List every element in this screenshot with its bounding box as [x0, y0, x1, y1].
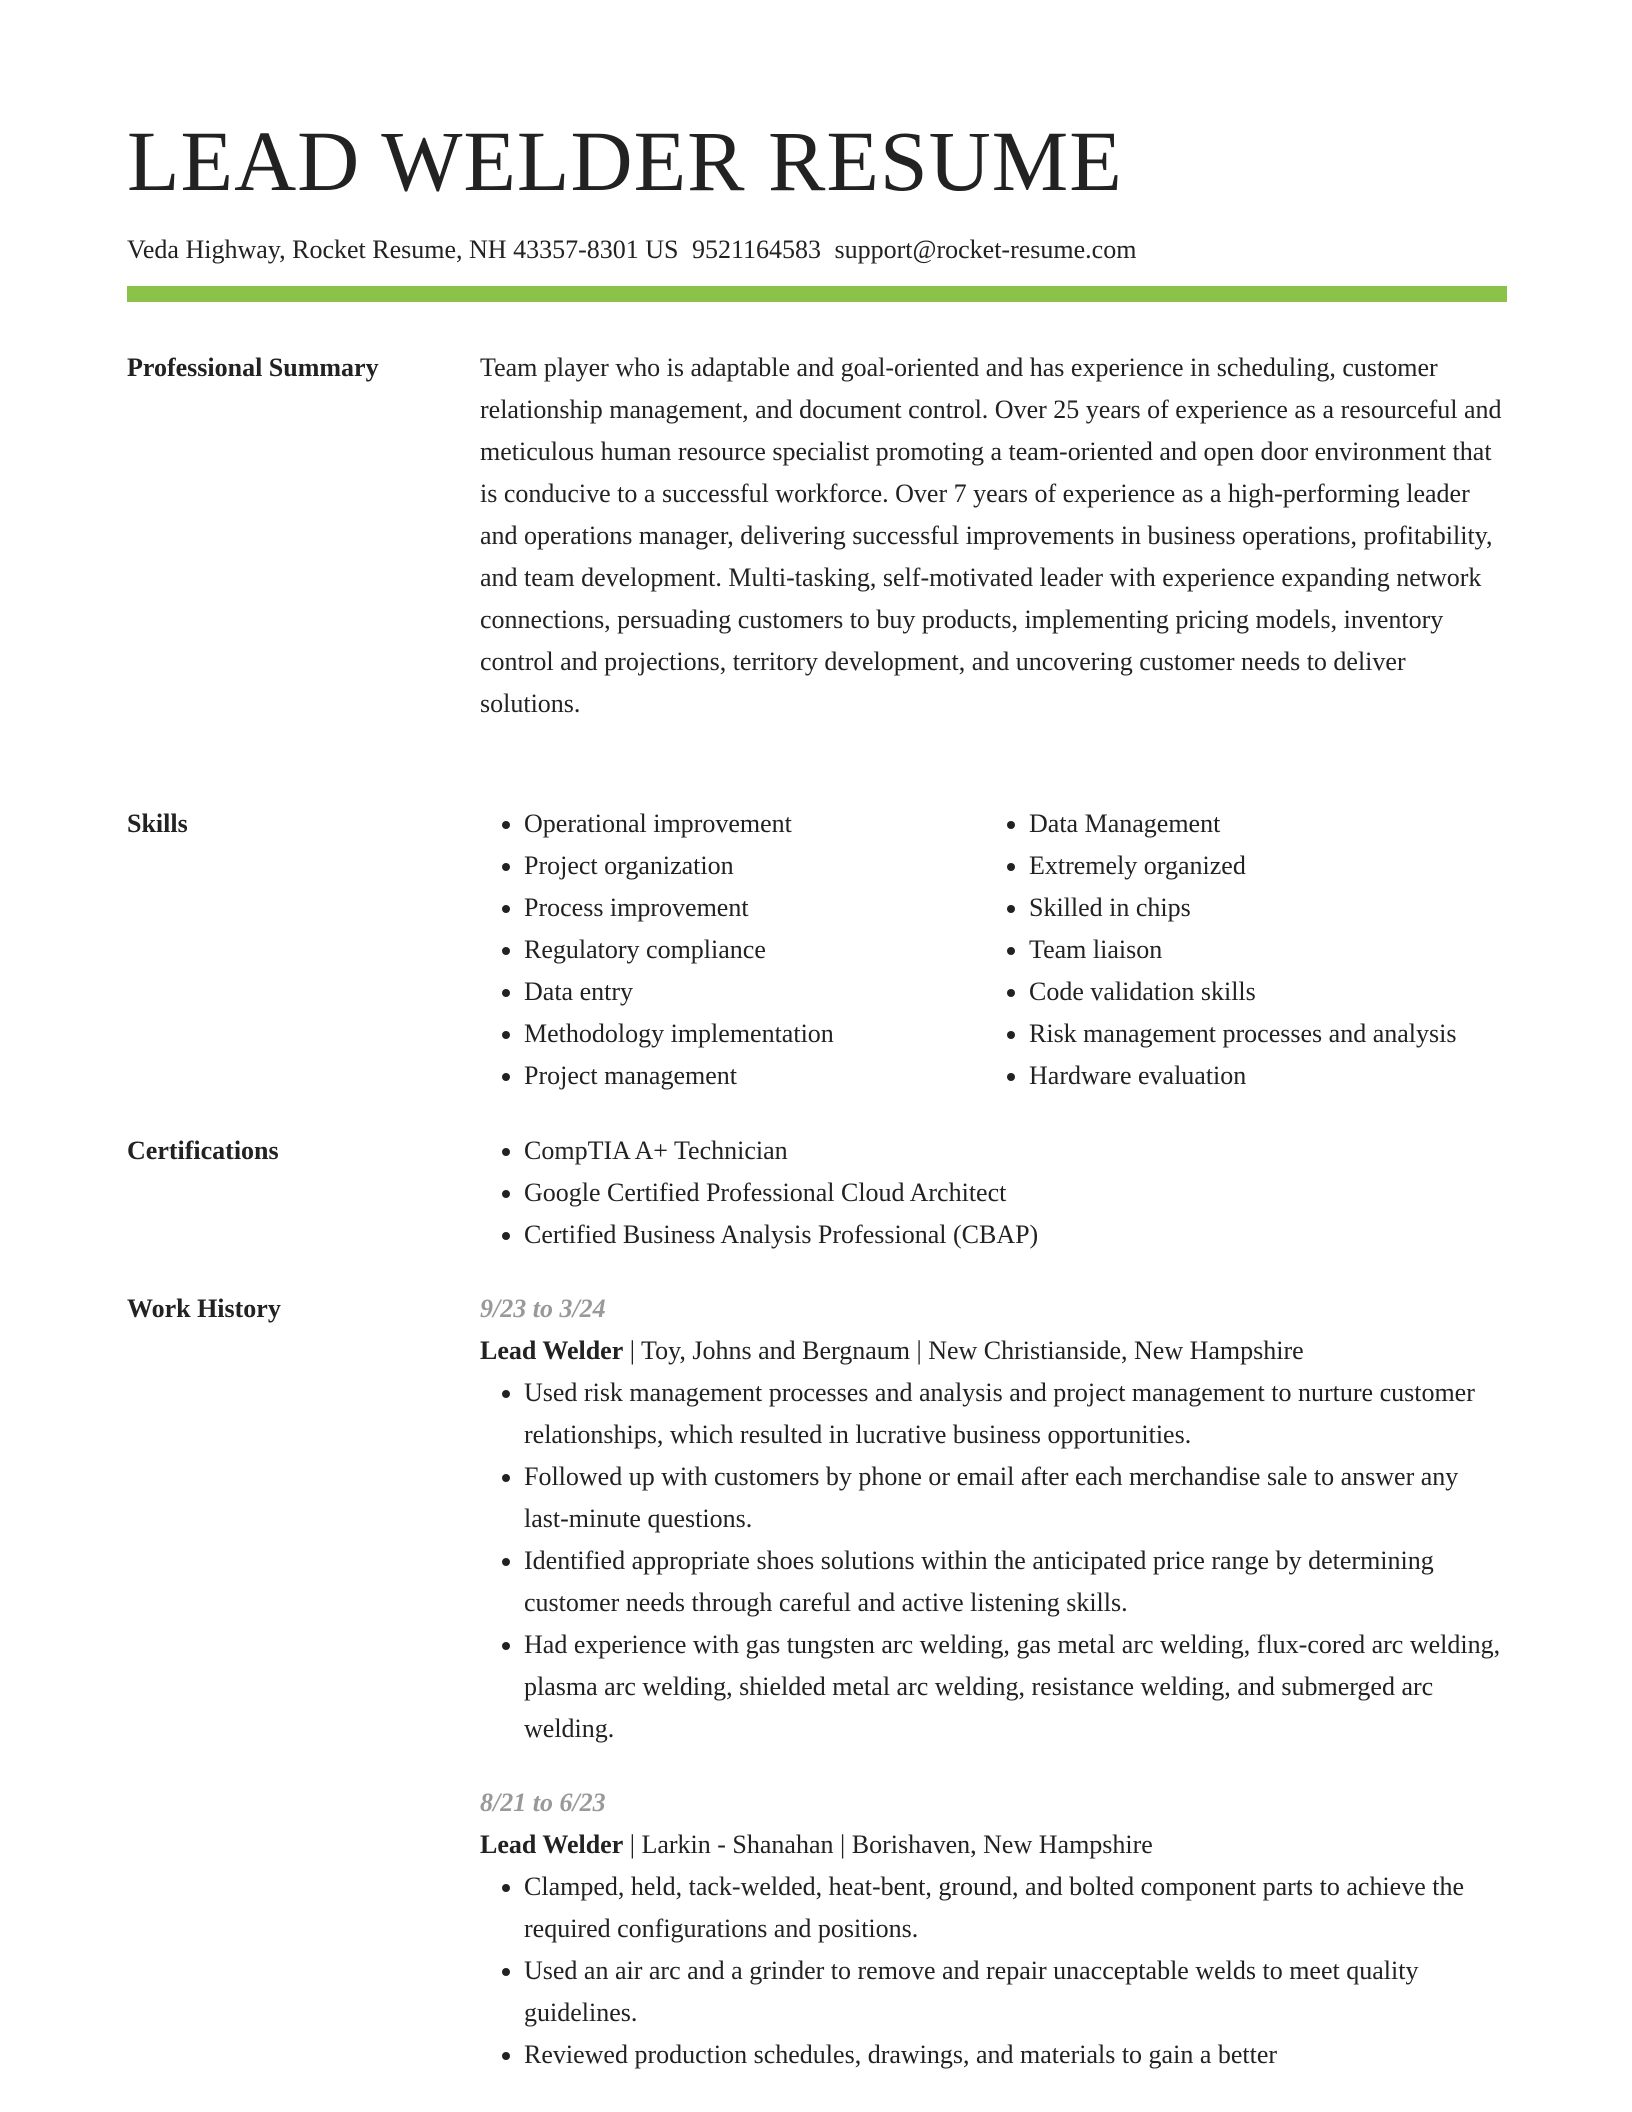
job-dates: 8/21 to 6/23: [480, 1788, 606, 1817]
job-bullet-list: [480, 1372, 1507, 1750]
contact-line: [127, 233, 1136, 267]
section-label-certifications: Certifications: [127, 1136, 279, 1165]
skill-item: • Process improvement: [524, 887, 985, 929]
accent-divider: [127, 286, 1507, 302]
job-separator: |: [916, 1336, 929, 1365]
skills-body: [480, 803, 1507, 1097]
section-label-skills: Skills: [127, 809, 188, 838]
certification-item: • Certified Business Analysis Professional (CBAP): [524, 1214, 1507, 1256]
job-bullet: • Had experience with gas tungsten arc welding, gas metal arc welding, flux-cored arc welding, plasma arc welding, shielded metal arc welding, resistance welding, and submerged arc welding.: [524, 1624, 1507, 1750]
skills-list-left: [480, 803, 985, 1097]
summary-body: [480, 347, 1507, 725]
skill-item: • Extremely organized: [1029, 845, 1595, 887]
skill-item: • Project management: [524, 1055, 985, 1097]
resume-title: LEAD WELDER RESUME: [127, 113, 1123, 209]
section-label-work-history: Work History: [127, 1294, 281, 1323]
section-label-summary: Professional Summary: [127, 353, 379, 382]
job-bullet: • Reviewed production schedules, drawings, and materials to gain a better: [524, 2034, 1507, 2076]
skill-item: • Data Management: [1029, 803, 1595, 845]
job-bullet: • Used risk management processes and analysis and project management to nurture customer relationships, which resulted in lucrative business opportunities.: [524, 1372, 1507, 1456]
certification-item: • Google Certified Professional Cloud Architect: [524, 1172, 1507, 1214]
skills-list-right: [985, 803, 1595, 1097]
job-bullet: • Identified appropriate shoes solutions within the anticipated price range by determining customer needs through careful and active listening skills.: [524, 1540, 1507, 1624]
skill-item: • Data entry: [524, 971, 985, 1013]
job-location: New Christianside, New Hampshire: [928, 1336, 1304, 1365]
skill-item: • Skilled in chips: [1029, 887, 1595, 929]
contact-email[interactable]: support@rocket-resume.com: [834, 235, 1137, 264]
skill-item: • Code validation skills: [1029, 971, 1595, 1013]
job-separator: |: [840, 1830, 852, 1859]
certifications-list: [480, 1130, 1507, 1256]
contact-address: Veda Highway, Rocket Resume, NH 43357-8301 US: [127, 235, 679, 264]
contact-phone[interactable]: 9521164583: [691, 235, 822, 264]
skills-grid: [480, 803, 1507, 1097]
certification-item: • CompTIA A+ Technician: [524, 1130, 1507, 1172]
job-heading: [480, 1824, 1507, 1866]
skill-item: • Regulatory compliance: [524, 929, 985, 971]
job-title: Lead Welder: [480, 1830, 624, 1859]
skill-item: • Team liaison: [1029, 929, 1595, 971]
certifications-body: [480, 1130, 1507, 1256]
job-bullet: • Followed up with customers by phone or email after each merchandise sale to answer any last-minute questions.: [524, 1456, 1507, 1540]
job-dates: 9/23 to 3/24: [480, 1294, 606, 1323]
skill-item: • Methodology implementation: [524, 1013, 985, 1055]
job-entry: [480, 1288, 1507, 1750]
skill-item: • Project organization: [524, 845, 985, 887]
job-entry: [480, 1782, 1507, 2076]
skill-item: • Operational improvement: [524, 803, 985, 845]
job-location: Borishaven, New Hampshire: [851, 1830, 1153, 1859]
job-separator: |: [629, 1336, 641, 1365]
skill-item: • Risk management processes and analysis: [1029, 1013, 1595, 1055]
work-history-body: [480, 1288, 1507, 2076]
job-separator: |: [629, 1830, 642, 1859]
job-bullet: • Clamped, held, tack-welded, heat-bent, ground, and bolted component parts to achieve the required configurations and positions.: [524, 1866, 1507, 1950]
job-bullet: • Used an air arc and a grinder to remove and repair unacceptable welds to meet quality guidelines.: [524, 1950, 1507, 2034]
job-company: Larkin - Shanahan: [641, 1830, 834, 1859]
job-heading: [480, 1330, 1507, 1372]
job-title: Lead Welder: [480, 1336, 624, 1365]
skill-item: • Hardware evaluation: [1029, 1055, 1595, 1097]
summary-text: Team player who is adaptable and goal-oriented and has experience in scheduling, customer relationship management, and document control. Over 25 years of experience as a resourceful and meticulous human resource specialist promoting a team-oriented and open door environment that is conducive to a successful workforce. Over 7 years of experience as a high-performing leader and operations manager, delivering successful improvements in business operations, profitability, and team development. Multi-tasking, self-motivated leader with experience expanding network connections, persuading customers to buy products, implementing pricing models, inventory control and projections, territory development, and uncovering customer needs to deliver solutions.: [480, 353, 1502, 718]
job-bullet-list: [480, 1866, 1507, 2076]
job-company: Toy, Johns and Bergnaum: [641, 1336, 910, 1365]
